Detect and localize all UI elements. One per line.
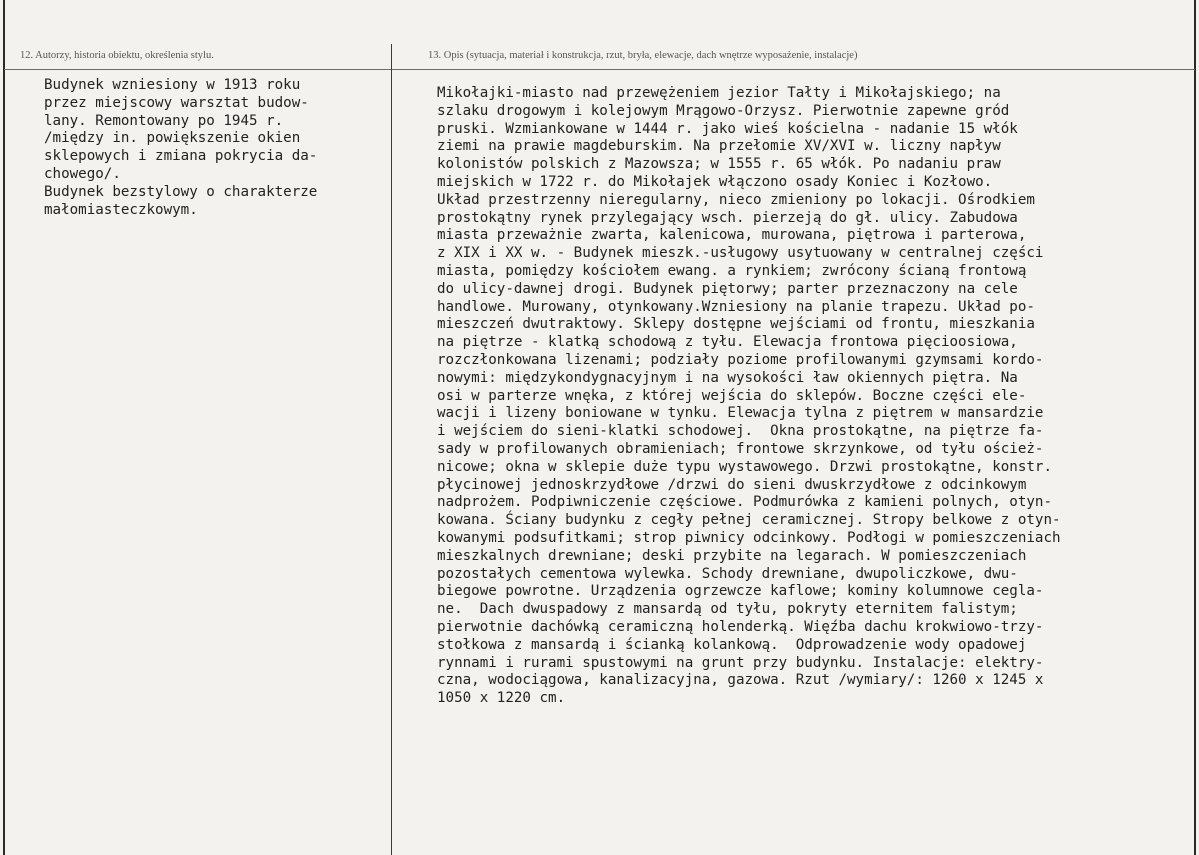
text-line: kowana. Ściany budynku z cegły pełnej ceramicznej. Stropy belkowe z otyn- — [437, 512, 1061, 529]
text-line: z XIX i XX w. - Budynek mieszk.-usługowy usytuowany w centralnej części — [437, 245, 1044, 262]
text-line: małomiasteczkowym. — [44, 201, 198, 218]
section-12-header: 12. Autorzy, historia obiektu, określenia stylu. — [20, 50, 214, 61]
text-line: osi w parterze wnęka, z której wejścia do sklepów. Boczne części ele- — [437, 387, 1027, 404]
text-line: mieszkalnych drewniane; deski przybite na legarach. W pomieszczeniach — [437, 547, 1027, 564]
section-13-text — [437, 85, 1061, 708]
card-right-border — [1194, 0, 1196, 855]
text-line: do ulicy-dawnej drogi. Budynek piętorwy; parter przeznaczony na cele — [437, 280, 1018, 297]
text-line: rozczłonkowana lizenami; podziały poziome profilowanymi gzymsami kordo- — [437, 351, 1044, 368]
text-line: miasta, pomiędzy kościołem ewang. a rynkiem; zwrócony ścianą frontową — [437, 262, 1027, 279]
text-line: lany. Remontowany po 1945 r. — [44, 112, 284, 129]
text-line: Budynek wzniesiony w 1913 roku — [44, 77, 301, 93]
text-line: ziemi na prawie magdeburskim. Na przełomie XV/XVI w. liczny napływ — [437, 138, 1001, 155]
text-line: Budynek bezstylowy o charakterze — [44, 183, 318, 200]
text-line: /między in. powiększenie okien — [44, 130, 301, 147]
text-line: szlaku drogowym i kolejowym Mrągowo-Orzysz. Pierwotnie zapewne gród — [437, 102, 1010, 119]
text-line: przez miejscowy warsztat budow- — [44, 94, 309, 111]
card-left-border — [3, 0, 5, 855]
column-divider — [391, 44, 392, 855]
text-line: pierwotnie dachówką ceramiczną holenderką. Więźba dachu krokwiowo-trzy- — [437, 618, 1044, 635]
text-line: pruski. Wzmiankowane w 1444 r. jako wieś kościelna - nadanie 15 włók — [437, 120, 1018, 137]
text-line: na piętrze - klatką schodową z tyłu. Elewacja frontowa pięcioosiowa, — [437, 334, 1018, 351]
text-line: 1050 x 1220 cm. — [437, 690, 566, 707]
text-line: płycinowej jednoskrzydłowe /drzwi do sieni dwuskrzydłowe z odcinkowym — [437, 476, 1027, 493]
text-line: Mikołajki-miasto nad przewężeniem jezior Tałty i Mikołajskiego; na — [437, 85, 1001, 101]
text-line: pozostałych cementowa wylewka. Schody drewniane, dwupoliczkowe, dwu- — [437, 565, 1018, 582]
text-line: Układ przestrzenny nieregularny, nieco zmieniony po lokacji. Ośrodkiem — [437, 191, 1035, 208]
text-line: sady w profilowanych obramieniach; frontowe skrzynkowe, od tyłu oścież- — [437, 440, 1044, 457]
text-line: wacji i lizeny boniowane w tynku. Elewacja tylna z piętrem w mansardzie — [437, 405, 1044, 422]
section-12-text — [44, 77, 317, 219]
text-line: nowymi: międzykondygnacyjnym i na wysokości ław okiennych piętra. Na — [437, 369, 1018, 386]
text-line: nicowe; okna w sklepie duże typu wystawowego. Drzwi prostokątne, konstr. — [437, 458, 1052, 475]
text-line: handlowe. Murowany, otynkowany.Wzniesiony na planie trapezu. Układ po- — [437, 298, 1035, 315]
text-line: kolonistów polskich z Mazowsza; w 1555 r. 65 włók. Po nadaniu praw — [437, 156, 1001, 173]
text-line: rynnami i rurami spustowymi na grunt przy budynku. Instalacje: elektry- — [437, 654, 1044, 671]
text-line: nadprożem. Podpiwniczenie częściowe. Podmurówka z kamieni polnych, otyn- — [437, 494, 1052, 511]
text-line: czna, wodociągowa, kanalizacyjna, gazowa. Rzut /wymiary/: 1260 x 1245 x — [437, 672, 1044, 689]
text-line: miejskich w 1722 r. do Mikołajek włączono osady Koniec i Kozłowo. — [437, 173, 993, 190]
text-line: prostokątny rynek przylegający wsch. pierzeją do gł. ulicy. Zabudowa — [437, 209, 1018, 226]
text-line: ne. Dach dwuspadowy z mansardą od tyłu, pokryty eternitem falistym; — [437, 601, 1018, 618]
header-divider — [4, 69, 1195, 70]
text-line: sklepowych i zmiana pokrycia da- — [44, 148, 318, 165]
text-line: stołkowa z mansardą i ścianką kolankową. Odprowadzenie wody opadowej — [437, 636, 1027, 653]
text-line: kowanymi podsufitkami; strop piwnicy odcinkowy. Podłogi w pomieszczeniach — [437, 529, 1061, 546]
text-line: mieszczeń dwutraktowy. Sklepy dostępne wejściami od frontu, mieszkania — [437, 316, 1035, 333]
text-line: chowego/. — [44, 165, 121, 182]
text-line: biegowe powrotne. Urządzenia ogrzewcze kaflowe; kominy kolumnowe cegla- — [437, 583, 1044, 600]
section-13-header: 13. Opis (sytuacja, materiał i konstrukcja, rzut, bryła, elewacje, dach wnętrze wyposażenie, instalacje) — [428, 50, 858, 61]
text-line: i wejściem do sieni-klatki schodowej. Okna prostokątne, na piętrze fa- — [437, 423, 1044, 440]
text-line: miasta przeważnie zwarta, kalenicowa, murowana, piętrowa i parterowa, — [437, 227, 1027, 244]
